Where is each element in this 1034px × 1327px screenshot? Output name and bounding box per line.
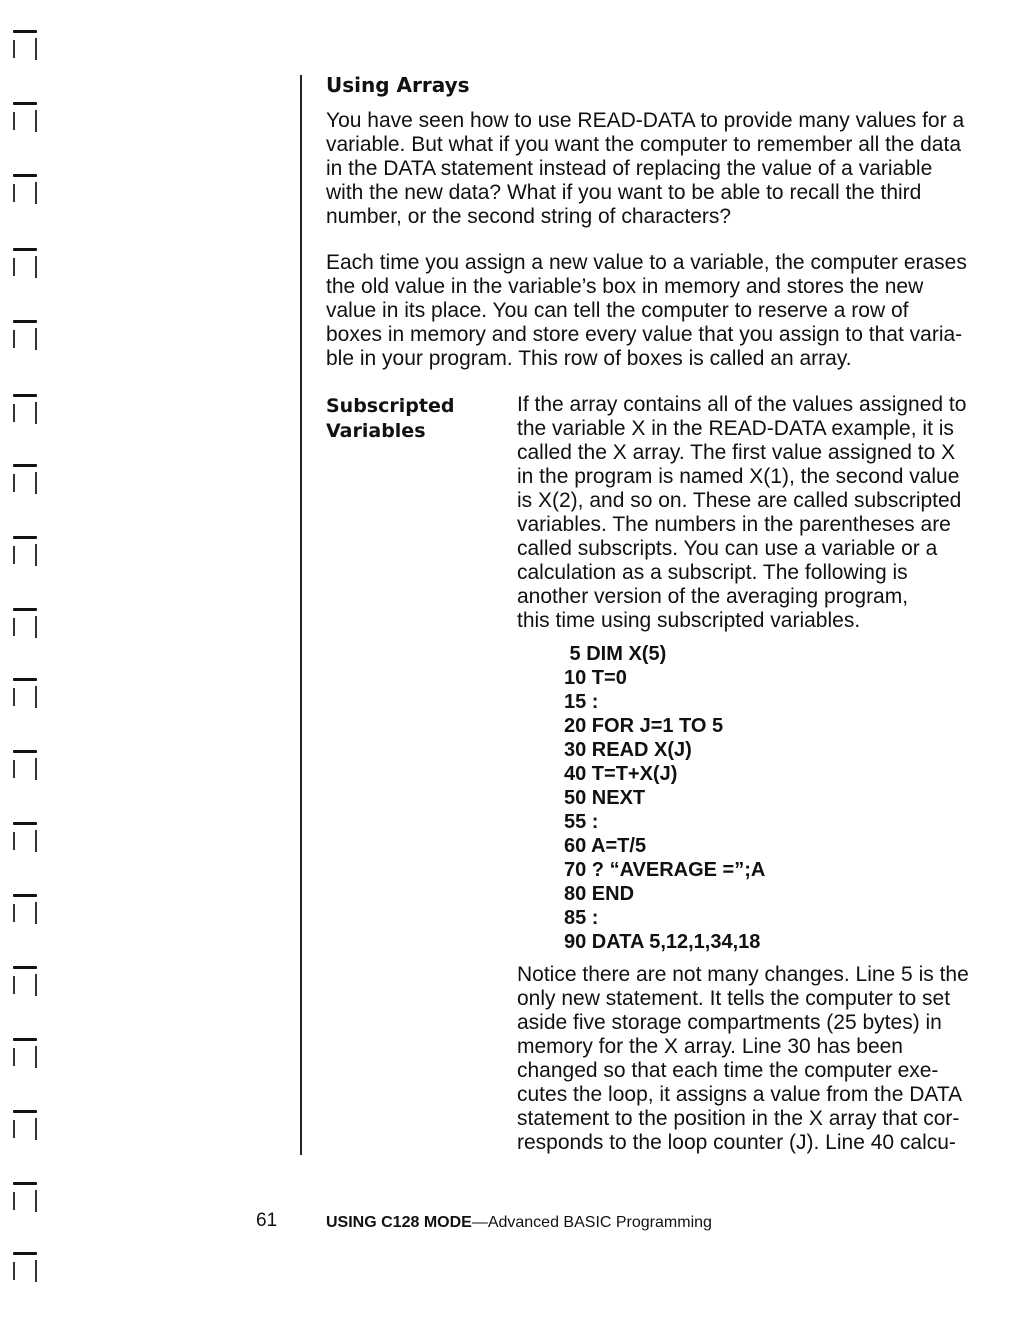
binder-ring bbox=[10, 822, 40, 858]
code-line: 70 ? “AVERAGE =”;A bbox=[564, 859, 766, 881]
text-line: number, or the second string of characters? bbox=[326, 205, 732, 228]
text-line: calculation as a subscript. The following is bbox=[517, 561, 908, 584]
intro-paragraph bbox=[326, 109, 976, 229]
page-number: 61 bbox=[256, 1210, 278, 1231]
text-line: value in its place. You can tell the computer to reserve a row of bbox=[326, 299, 909, 322]
text-line: in the DATA statement instead of replacing the value of a variable bbox=[326, 157, 933, 180]
text-line: this time using subscripted variables. bbox=[517, 609, 861, 632]
text-line: memory for the X array. Line 30 has been bbox=[517, 1035, 903, 1058]
explanation-paragraph bbox=[517, 963, 987, 1155]
binder-ring bbox=[10, 248, 40, 284]
text-line: Each time you assign a new value to a variable, the computer erases bbox=[326, 251, 967, 274]
text-line: in the program is named X(1), the second value bbox=[517, 465, 960, 488]
code-line: 30 READ X(J) bbox=[564, 739, 692, 761]
code-line: 80 END bbox=[564, 883, 635, 905]
text-line: called the X array. The first value assigned to X bbox=[517, 441, 956, 464]
text-line: the old value in the variable’s box in memory and stores the new bbox=[326, 275, 924, 298]
text-line: If the array contains all of the values assigned to bbox=[517, 393, 967, 416]
text-line: another version of the averaging program, bbox=[517, 585, 909, 608]
text-line: variables. The numbers in the parentheses are bbox=[517, 513, 951, 536]
code-line: 55 : bbox=[564, 811, 599, 833]
code-line: 40 T=T+X(J) bbox=[564, 763, 678, 785]
binder-ring bbox=[10, 394, 40, 430]
binder-ring bbox=[10, 750, 40, 786]
binder-ring bbox=[10, 608, 40, 644]
text-line: the variable X in the READ-DATA example, it is bbox=[517, 417, 954, 440]
code-line: 20 FOR J=1 TO 5 bbox=[564, 715, 724, 737]
binder-ring bbox=[10, 102, 40, 138]
text-line: responds to the loop counter (J). Line 40 calcu- bbox=[517, 1131, 956, 1154]
subsection-label bbox=[326, 394, 454, 444]
text-line: statement to the position in the X array that cor- bbox=[517, 1107, 960, 1130]
footer-title-bold: USING C128 MODE bbox=[326, 1214, 472, 1231]
code-line: 5 DIM X(5) bbox=[564, 643, 667, 665]
binder-ring bbox=[10, 174, 40, 210]
text-line: only new statement. It tells the computer to set bbox=[517, 987, 951, 1010]
subscript-paragraph bbox=[517, 393, 987, 633]
section-heading: Using Arrays bbox=[326, 73, 470, 97]
text-line: is X(2), and so on. These are called subscripted bbox=[517, 489, 962, 512]
text-line: cutes the loop, it assigns a value from the DATA bbox=[517, 1083, 963, 1106]
text-line: boxes in memory and store every value that you assign to that varia- bbox=[326, 323, 963, 346]
label-line: Variables bbox=[326, 420, 426, 442]
margin-rule bbox=[300, 75, 302, 1155]
text-line: changed so that each time the computer exe- bbox=[517, 1059, 939, 1082]
binder-ring bbox=[10, 1038, 40, 1074]
code-line: 15 : bbox=[564, 691, 599, 713]
binder-holes bbox=[0, 0, 50, 1327]
text-line: Notice there are not many changes. Line 5 is the bbox=[517, 963, 969, 986]
basic-code-listing bbox=[564, 642, 765, 954]
binder-ring bbox=[10, 1182, 40, 1218]
label-line: Subscripted bbox=[326, 395, 455, 417]
footer-title-rest: —Advanced BASIC Programming bbox=[471, 1214, 712, 1231]
running-footer bbox=[326, 1211, 712, 1235]
binder-ring bbox=[10, 320, 40, 356]
array-paragraph bbox=[326, 251, 976, 371]
binder-ring bbox=[10, 464, 40, 500]
binder-ring bbox=[10, 536, 40, 572]
text-line: ble in your program. This row of boxes is called an array. bbox=[326, 347, 852, 370]
binder-ring bbox=[10, 30, 40, 66]
binder-ring bbox=[10, 894, 40, 930]
binder-ring bbox=[10, 678, 40, 714]
text-line: called subscripts. You can use a variable or a bbox=[517, 537, 938, 560]
code-line: 90 DATA 5,12,1,34,18 bbox=[564, 931, 761, 953]
code-line: 50 NEXT bbox=[564, 787, 646, 809]
text-line: aside five storage compartments (25 bytes) in bbox=[517, 1011, 942, 1034]
binder-ring bbox=[10, 966, 40, 1002]
text-line: variable. But what if you want the computer to remember all the data bbox=[326, 133, 961, 156]
code-line: 10 T=0 bbox=[564, 667, 627, 689]
binder-ring bbox=[10, 1252, 40, 1288]
text-line: You have seen how to use READ-DATA to provide many values for a bbox=[326, 109, 965, 132]
binder-ring bbox=[10, 1110, 40, 1146]
code-line: 85 : bbox=[564, 907, 599, 929]
code-line: 60 A=T/5 bbox=[564, 835, 647, 857]
text-line: with the new data? What if you want to be able to recall the third bbox=[326, 181, 922, 204]
